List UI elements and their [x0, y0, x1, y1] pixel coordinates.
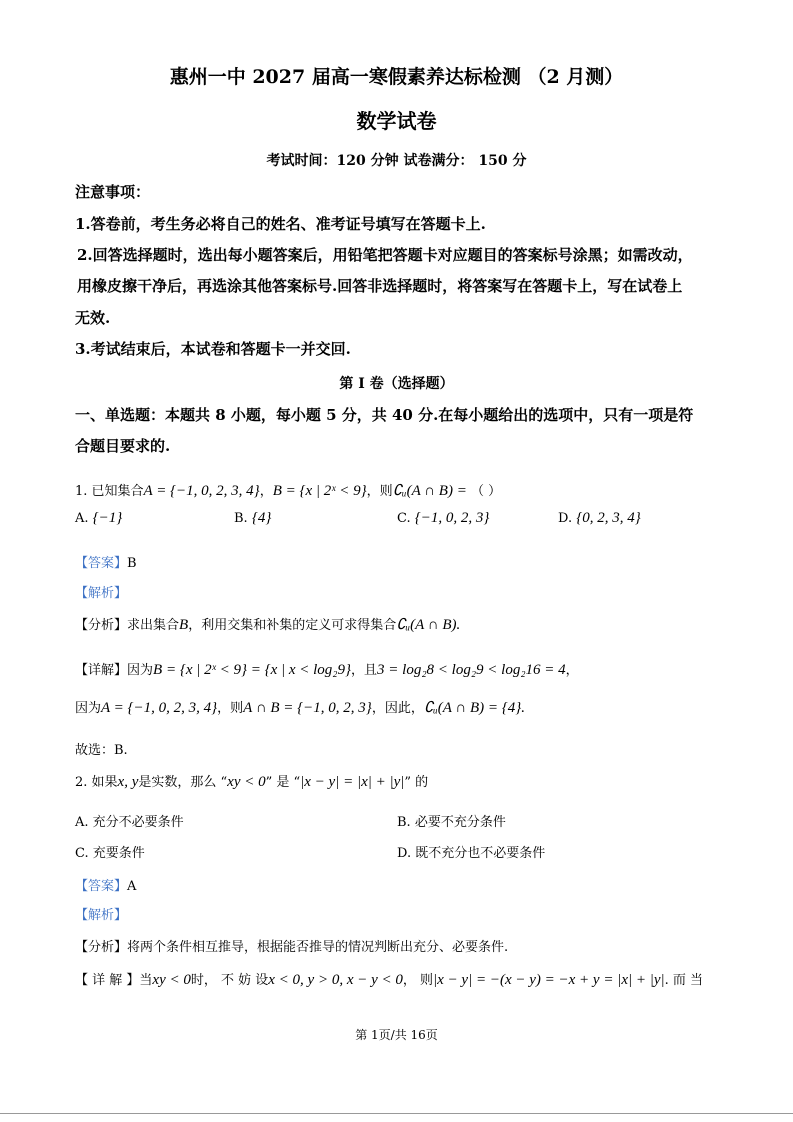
q2-condition-2: |x − y| = |x| + |y|: [300, 774, 405, 790]
option-label: B.: [234, 511, 248, 526]
fenxi-expr: ∁ᵤ(A ∩ B).: [396, 617, 461, 633]
q1-option-a: [75, 510, 122, 527]
answer-tag: 【答案】: [75, 879, 128, 894]
q2-option-c: C. 充要条件: [75, 846, 145, 861]
option-label: D.: [558, 511, 573, 526]
answer-value: A: [127, 879, 137, 894]
subject-title: 数学试卷: [356, 109, 437, 133]
fenxi-text: 将两个条件相互推导，根据能否推导的情况判断出充分、必要条件.: [127, 940, 509, 955]
xiangjie-tag: 【详解】: [75, 663, 128, 678]
part1-title: 第 I 卷（选择题）: [339, 376, 454, 392]
xj-math: A ∩ B = {−1, 0, 2, 3}: [243, 700, 372, 716]
q1-xiangjie-line1: [75, 659, 579, 679]
notice-item-2-line1: 2.回答选择题时，选出每小题答案后，用铅笔把答题卡对应题目的答案标号涂黑；如需改动，: [77, 246, 693, 264]
xj-text: . 而 当: [664, 973, 704, 988]
xiangjie-tag: 【 详 解 】: [75, 973, 140, 988]
q1-answer: [75, 552, 137, 571]
fenxi-set: B: [179, 617, 189, 633]
q1-fenxi: [75, 614, 460, 634]
q1-option-b: [234, 510, 271, 527]
option-label: A.: [75, 511, 89, 526]
q2-text: ” 是 “: [265, 775, 301, 790]
q2-stem: [75, 771, 428, 791]
q2-text: 是实数，那么 “: [138, 775, 228, 790]
q1-xiangjie-line2: [75, 697, 525, 717]
xj-text: ，因此，: [371, 701, 424, 716]
xj-text: ，且: [351, 663, 378, 678]
option-label: C.: [397, 511, 411, 526]
xj-text: 当: [139, 973, 153, 988]
fenxi-text2: ，利用交集和补集的定义可求得集合: [188, 618, 397, 633]
q1-answer-paren: （ ）: [470, 484, 502, 499]
exam-info: 考试时间：120 分钟 试卷满分： 150 分: [266, 153, 527, 169]
xj-text: ，: [565, 663, 579, 678]
q2-condition-1: xy < 0: [227, 774, 266, 790]
q1-set-a: A = {−1, 0, 2, 3, 4}: [143, 483, 260, 499]
exam-title: 惠州一中 2027 届高一寒假素养达标检测 （2 月测）: [169, 66, 624, 88]
q2-xiangjie: [75, 969, 703, 989]
fenxi-tag: 【分析】: [75, 940, 128, 955]
q2-text: ” 的: [404, 775, 429, 790]
answer-tag: 【答案】: [75, 556, 128, 571]
q1-option-c: [397, 510, 489, 527]
fenxi-text: 求出集合: [127, 618, 180, 633]
xj-text: 因为: [127, 663, 154, 678]
xj-math: ∁ᵤ(A ∩ B) = {4}.: [423, 700, 526, 716]
q1-stem: [75, 480, 501, 500]
section-instruction-line2: 合题目要求的.: [75, 437, 171, 455]
q2-option-d: D. 既不充分也不必要条件: [397, 846, 546, 861]
q2-fenxi: [75, 936, 508, 955]
xj-math: xy < 0: [152, 972, 191, 988]
fenxi-tag: 【分析】: [75, 618, 128, 633]
q1-prefix: 1. 已知集合: [75, 484, 144, 499]
xj-text: 因为: [75, 701, 102, 716]
xj-math: A = {−1, 0, 2, 3, 4}: [101, 700, 218, 716]
q1-set-b: B = {x | 2ˣ < 9}: [272, 483, 367, 499]
notice-item-2-line2: 用橡皮擦干净后，再选涂其他答案标号.回答非选择题时，将答案写在答题卡上，写在试卷上: [77, 277, 683, 295]
notice-item-2-line3: 无效.: [75, 309, 111, 327]
notice-heading: 注意事项：: [75, 183, 151, 201]
bottom-divider: [0, 1113, 793, 1114]
q2-xy: x, y: [117, 774, 139, 790]
q1-option-d: [558, 510, 641, 527]
xj-text: ，则: [217, 701, 244, 716]
option-value: {0, 2, 3, 4}: [576, 510, 641, 526]
page-number: 第 1页/共 16页: [355, 1028, 438, 1042]
option-value: {−1}: [92, 510, 123, 526]
q1-conclusion: 故选：B.: [75, 743, 128, 758]
xj-text: ， 则: [402, 973, 434, 988]
q2-answer: [75, 875, 136, 894]
notice-item-1: 1.答卷前，考生务必将自己的姓名、准考证号填写在答题卡上.: [75, 215, 486, 233]
q1-expression: ∁ᵤ(A ∩ B) =: [392, 483, 467, 499]
q1-then: ，则: [366, 484, 393, 499]
q2-option-a: A. 充分不必要条件: [75, 815, 184, 830]
option-value: {−1, 0, 2, 3}: [414, 510, 490, 526]
xj-math: |x − y| = −(x − y) = −x + y = |x| + |y|: [433, 972, 665, 988]
option-value: {4}: [251, 510, 272, 526]
q2-option-b: B. 必要不充分条件: [397, 815, 506, 830]
xj-math: x < 0, y > 0, x − y < 0: [268, 972, 403, 988]
section-instruction-line1: 一、单选题：本题共 8 小题，每小题 5 分，共 40 分.在每小题给出的选项中，只有一项是符: [75, 406, 694, 424]
answer-value: B: [127, 556, 137, 571]
xj-text: 时， 不 妨 设: [190, 973, 269, 988]
xj-math: B = {x | 2ˣ < 9} = {x | x < log₂9}: [153, 662, 352, 678]
xj-math: 3 = log₂8 < log₂9 < log₂16 = 4: [377, 662, 566, 678]
q1-analysis-tag: 【解析】: [75, 586, 128, 601]
q2-prefix: 2. 如果: [75, 775, 118, 790]
q2-analysis-tag: 【解析】: [75, 908, 128, 923]
q1-comma: ，: [259, 484, 273, 499]
notice-item-3: 3.考试结束后，本试卷和答题卡一并交回.: [75, 340, 351, 358]
